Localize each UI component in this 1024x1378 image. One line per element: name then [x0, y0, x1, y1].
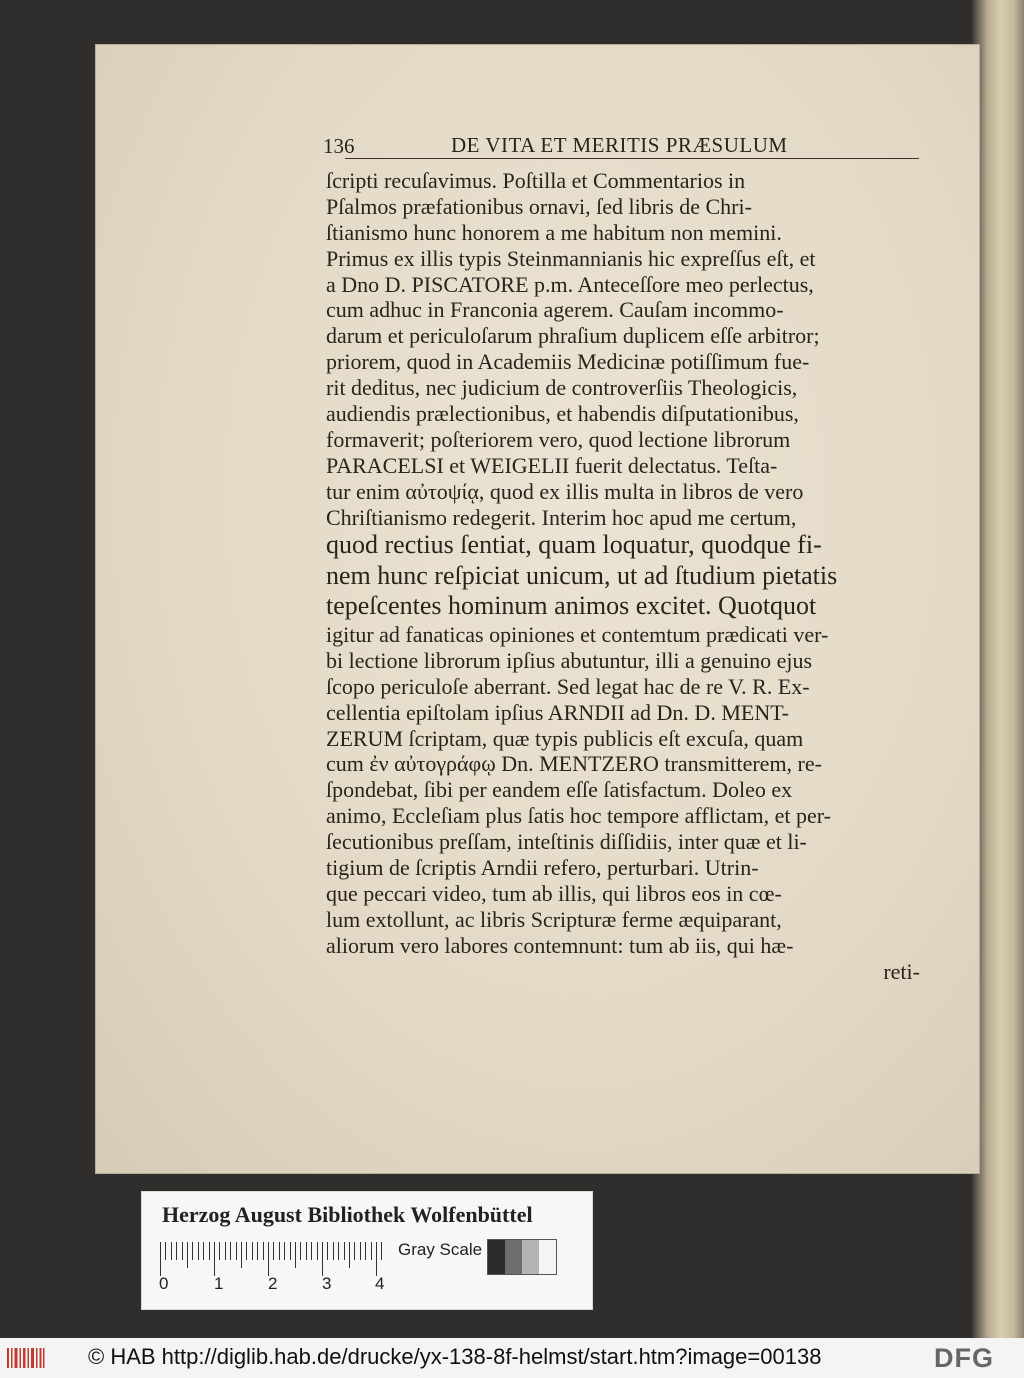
- text-line: tur enim αὐτοψίᾳ, quod ex illis multa in libros de vero: [326, 478, 804, 504]
- library-label-card: [141, 1191, 593, 1310]
- ruler-tick: [236, 1242, 237, 1260]
- gray-swatch: [505, 1240, 522, 1274]
- ruler-tick: [246, 1242, 247, 1260]
- ruler-tick: [176, 1242, 177, 1260]
- text-line: ſtianismo hunc honorem a me habitum non memini.: [326, 219, 782, 245]
- text-line: que peccari video, tum ab illis, qui libros eos in cœ-: [326, 880, 782, 906]
- running-title: DE VITA ET MERITIS PRÆSULUM: [451, 133, 788, 157]
- ruler-tick: [252, 1242, 253, 1260]
- ruler-number: 1: [214, 1274, 224, 1293]
- header-rule: [345, 158, 919, 159]
- ruler-number: 4: [375, 1274, 385, 1293]
- dfg-logo: DFG: [934, 1343, 994, 1373]
- text-line: ſecutionibus preſſam, inteſtinis diſſidiis, inter quæ et li-: [326, 829, 807, 855]
- ruler-tick: [317, 1242, 318, 1260]
- text-line: tigium de ſcriptis Arndii refero, perturbari. Utrin-: [326, 854, 759, 880]
- ruler-tick: [182, 1242, 183, 1260]
- text-line: cum adhuc in Franconia agerem. Cauſam incommo-: [326, 297, 784, 323]
- scale-ruler: [160, 1242, 382, 1278]
- ruler-tick: [214, 1242, 215, 1276]
- gray-swatch: [539, 1240, 556, 1274]
- text-line: igitur ad fanaticas opiniones et contemtum prædicati ver-: [326, 621, 829, 647]
- text-line: nem hunc reſpiciat unicum, ut ad ſtudium pietatis: [326, 560, 838, 590]
- text-line: ſpondebat, ſibi per eandem eſſe ſatisfactum. Doleo ex: [326, 777, 793, 803]
- ruler-tick: [268, 1242, 269, 1276]
- ruler-tick: [360, 1242, 361, 1260]
- ruler-tick: [290, 1242, 291, 1260]
- text-line: ZERUM ſcriptam, quæ typis publicis eſt excuſa, quam: [326, 725, 804, 751]
- text-line: quod rectius ſentiat, quam loquatur, quodque fi-: [326, 530, 822, 560]
- ruler-tick: [306, 1242, 307, 1260]
- ruler-tick: [376, 1242, 377, 1276]
- text-line: ſcripti recuſavimus. Poſtilla et Commentarios in: [326, 168, 746, 193]
- text-line: cum ἐν αὐτογράφῳ Dn. MENTZERO transmitterem, re-: [326, 751, 822, 777]
- ruler-tick: [241, 1242, 242, 1268]
- text-line: cellentia epiſtolam ipſius ARNDII ad Dn. D. MENT-: [326, 699, 789, 725]
- ruler-number: 3: [322, 1274, 332, 1293]
- ruler-tick: [365, 1242, 366, 1260]
- text-line: PARACELSI et WEIGELII fuerit delectatus. Teſta-: [326, 452, 778, 478]
- text-line: audiendis prælectionibus, et habendis diſputationibus,: [326, 401, 799, 427]
- ruler-tick: [203, 1242, 204, 1260]
- footer-url-text[interactable]: © HAB http://diglib.hab.de/drucke/yx-138-8f-helmst/start.htm?image=00138: [88, 1344, 822, 1369]
- ruler-tick: [160, 1242, 161, 1276]
- body-text: [326, 168, 920, 984]
- ruler-tick: [349, 1242, 350, 1268]
- ruler-tick: [284, 1242, 285, 1260]
- text-line: tepeſcentes hominum animos excitet. Quotquot: [326, 591, 817, 621]
- ruler-tick: [263, 1242, 264, 1260]
- ruler-tick: [230, 1242, 231, 1260]
- ruler-tick: [311, 1242, 312, 1260]
- ruler-tick: [171, 1242, 172, 1260]
- text-line: priorem, quod in Academiis Medicinæ potiſſimum fue-: [326, 349, 810, 375]
- ruler-tick: [187, 1242, 188, 1268]
- text-line: Chriſtianismo redegerit. Interim hoc apud me certum,: [326, 504, 797, 530]
- gray-scale-label: Gray Scale: [398, 1240, 483, 1259]
- ruler-tick: [257, 1242, 258, 1260]
- text-line: Pſalmos præfationibus ornavi, ſed libris de Chri-: [326, 193, 752, 219]
- gray-swatch: [522, 1240, 539, 1274]
- ruler-tick: [333, 1242, 334, 1260]
- text-line: Primus ex illis typis Steinmannianis hic expreſſus eſt, et: [326, 245, 816, 271]
- footer-bar: [0, 1338, 1024, 1378]
- ruler-number: 2: [268, 1274, 278, 1293]
- gray-swatch: [488, 1240, 505, 1274]
- text-line: bi lectione librorum ipſius abutuntur, illi a genuino ejus: [326, 647, 813, 673]
- text-line: animo, Eccleſiam plus ſatis hoc tempore afflictam, et per-: [326, 803, 831, 829]
- ruler-tick: [338, 1242, 339, 1260]
- catchword: reti-: [883, 958, 920, 984]
- ruler-tick: [219, 1242, 220, 1260]
- text-line: darum et periculoſarum phraſium duplicem eſſe arbitror;: [326, 323, 820, 349]
- ruler-tick: [381, 1242, 382, 1260]
- ruler-number: 0: [159, 1274, 169, 1293]
- text-line: aliorum vero labores contemnunt: tum ab iis, qui hæ-: [326, 932, 794, 958]
- ruler-tick: [209, 1242, 210, 1260]
- text-line: formaverit; poſteriorem vero, quod lectione librorum: [326, 426, 791, 452]
- ruler-tick: [371, 1242, 372, 1260]
- ruler-tick: [295, 1242, 296, 1268]
- text-line: a Dno D. PISCATORE p.m. Anteceſſore meo perlectus,: [326, 271, 814, 297]
- ruler-tick: [279, 1242, 280, 1260]
- ruler-tick: [300, 1242, 301, 1260]
- ruler-tick: [344, 1242, 345, 1260]
- text-line: lum extollunt, ac libris Scripturæ ferme æquiparant,: [326, 906, 782, 932]
- ruler-tick: [273, 1242, 274, 1260]
- ruler-tick: [165, 1242, 166, 1260]
- ruler-tick: [192, 1242, 193, 1260]
- ruler-tick: [322, 1242, 323, 1276]
- ruler-tick: [225, 1242, 226, 1260]
- text-line: ſcopo periculoſe aberrant. Sed legat hac de re V. R. Ex-: [326, 673, 810, 699]
- gray-scale-swatches: [487, 1239, 557, 1275]
- page-number: 136: [323, 134, 355, 158]
- ruler-tick: [198, 1242, 199, 1260]
- hab-barcode-logo-icon: [6, 1345, 46, 1371]
- page-header: [323, 132, 919, 164]
- ruler-tick: [327, 1242, 328, 1260]
- library-name: Herzog August Bibliothek Wolfenbüttel: [162, 1202, 533, 1227]
- ruler-tick: [354, 1242, 355, 1260]
- text-line: rit deditus, nec judicium de controverſiis Theologicis,: [326, 375, 798, 401]
